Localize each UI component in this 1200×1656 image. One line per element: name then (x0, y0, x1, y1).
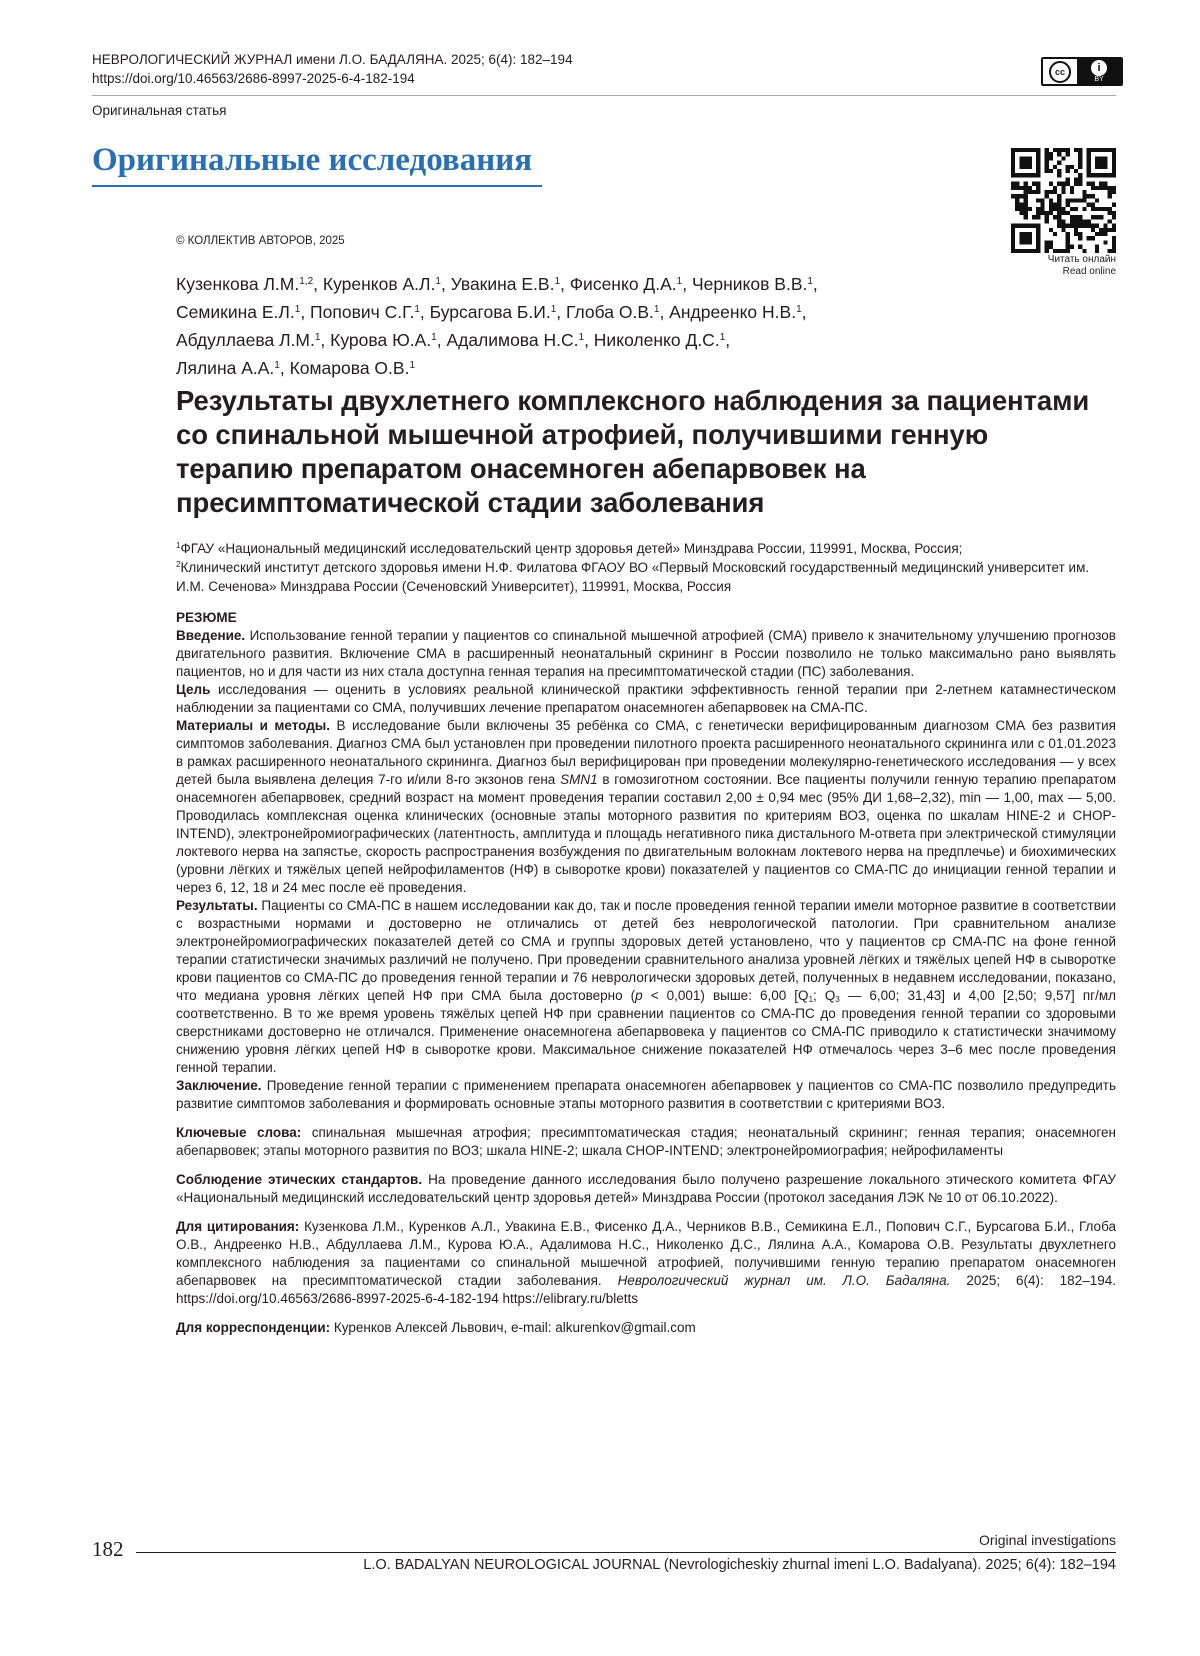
author-separator: , (440, 274, 451, 294)
author: Бурсагова Б.И. (429, 302, 551, 322)
qr-code-icon[interactable] (1011, 148, 1116, 253)
author: Увакина Е.В. (450, 274, 555, 294)
abstract-conclusion: Заключение. Проведение генной терапии с применением препарата онасемноген абепарвовек у пациентов со СМА-ПС позволило предупредить развитие симптомов заболевания и формировать основные этапы моторного развития в соответствии с критериями ВОЗ. (176, 1078, 1116, 1111)
author-affiliation-mark: 1 (409, 360, 416, 371)
section-title: Оригинальные исследования (92, 142, 533, 178)
footer-journal: L.O. BADALYAN NEUROLOGICAL JOURNAL (Nevrologicheskiy zhurnal imeni L.O. Badalyana). 2025; 6(4): 182–194 (363, 1557, 1116, 1573)
author: Кузенкова Л.М. (176, 274, 300, 294)
author: Глоба О.В. (566, 302, 654, 322)
read-online-en: Read online (1062, 266, 1116, 277)
abstract-heading: РЕЗЮМЕ (176, 610, 237, 625)
author-affiliation-mark: 1 (719, 332, 726, 343)
author-affiliation-mark: 1 (314, 332, 321, 343)
author: Николенко Д.С. (593, 330, 720, 350)
author-separator: , (801, 302, 807, 322)
author-affiliation-mark: 1 (431, 332, 437, 343)
author-separator: , (725, 330, 731, 350)
keywords: Ключевые слова: спинальная мышечная атрофия; пресимптоматическая стадия; неонатальный скрининг; генная терапия; онасемноген абепарвовек; этапы моторного развития по ВОЗ; шкала HINE-2; шкала CHOP-INTEND; электронейромиография; нейрофиламенты (176, 1125, 1116, 1158)
author-affiliation-mark: 1 (550, 304, 557, 315)
author-affiliation-mark: 1 (294, 304, 301, 315)
author-affiliation-mark: 1 (578, 332, 585, 343)
correspondence: Для корреспонденции: Куренков Алексей Львович, e-mail: alkurenkov@gmail.com (176, 1320, 696, 1335)
abstract-results: Результаты. Пациенты со СМА-ПС в нашем исследовании как до, так и после проведения генной терапии имели моторное развитие в соответствии с возрастными нормами и достоверно не отличались от детей без неврологической патологии. При сравнительном анализе электронейромиографических показателей детей со СМА и группы здоровых детей установлено, что у пациентов ср СМА-ПС на фоне генной терапии статистически значимых различий не получено. При проведении сравнительного анализа уровней лёгких и тяжёлых цепей НФ в сыворотке крови пациентов со СМА-ПС до проведения генной терапии и 76 неврологически здоровых детей, полученных в недавнем исследовании, показано, что медиана уровня лёгких цепей НФ при СМА была достоверно (p < 0,001) выше: 6,00 [$Q_1$; $Q_3$ — 6,00; 31,43] и 4,00 [2,50; 9,57] пг/мл соответственно. В то же время уровень тяжёлых цепей НФ при сравнении пациентов со СМА-ПС до проведения генной терапии со здоровыми сверстниками достоверно не отличался. Применение онасемногена абепарвовека у пациентов со СМА-ПС приводило к статистически значимому снижению уровня лёгких цепей НФ в сыворотке крови. Максимальное снижение показателей НФ отмечалось через 3–6 мес после проведения генной терапии. (176, 898, 1116, 1075)
abstract-aim: Цель исследования — оценить в условиях реальной клинической практики эффективность генной терапии при 2-летнем катамнестическом наблюдении за пациентами со СМА, получивших лечение препаратом онасемноген абепарвовек на СМА-ПС. (176, 682, 1116, 715)
author-separator: , (556, 302, 567, 322)
author-separator: , (300, 302, 311, 322)
author-separator: , (682, 274, 692, 294)
affiliations (176, 539, 1116, 596)
header-divider (92, 95, 1116, 96)
author: Куренков А.Л. (322, 274, 436, 294)
author: Абдуллаева Л.М. (176, 330, 315, 350)
author: Попович С.Г. (310, 302, 415, 322)
author-affiliation-mark: 1,2 (299, 276, 314, 287)
author: Комарова О.В. (289, 358, 410, 378)
page-number: 182 (92, 1537, 124, 1561)
author-separator: , (560, 274, 570, 294)
author: Андреенко Н.В. (669, 302, 797, 322)
attribution-icon: i (1091, 60, 1107, 76)
copyright: © КОЛЛЕКТИВ АВТОРОВ, 2025 (176, 235, 345, 247)
author: Фисенко Д.А. (569, 274, 677, 294)
journal-header: НЕВРОЛОГИЧЕСКИЙ ЖУРНАЛ имени Л.О. БАДАЛЯНА. 2025; 6(4): 182–194 (92, 52, 573, 67)
author-separator: , (584, 330, 594, 350)
author-separator: , (436, 330, 447, 350)
author: Семикина Е.Л. (176, 302, 295, 322)
author-separator: , (419, 302, 430, 322)
abstract-introduction: Введение. Использование генной терапии у пациентов со спинальной мышечной атрофией (СМА) привело к значительному улучшению прогнозов двигательного развития. Включение СМА в расширенный неонатальный скрининг в России позволило не только максимально рано выявлять пациентов, но и для части из них стала доступна генная терапия на пресимптоматической стадии (ПС) заболевания. (176, 628, 1116, 679)
license-by-label: BY (1094, 75, 1104, 83)
author-affiliation-mark: 1 (554, 276, 560, 287)
abstract-methods: Материалы и методы. В исследование были включены 35 ребёнка со СМА, с генетически верифицированным диагнозом СМА без развития симптомов заболевания. Диагноз СМА был установлен при проведении пилотного проекта расширенного неонатального скрининга или с 01.01.2023 в рамках расширенного неонатального скрининга. Диагноз был верифицирован при проведении молекулярно-генетического исследования — у всех детей была выявлена делеция 7-го и/или 8-го экзонов гена SMN1 в гомозиготном состоянии. Все пациенты получили генную терапию препаратом онасемноген абепарвовек, средний возраст на момент проведения терапии составил 2,00 ± 0,94 мес (95% ДИ 1,68–2,32), min — 1,00, max — 5,00. Проводилась комплексная оценка клинических (основные этапы моторного развития по критериям ВОЗ, оценка по шкалам HINE-2 и CHOP-INTEND), электронейромиографических (латентность, амплитуда и площадь негативного пика дистального М-ответа при электрической стимуляции локтевого нерва на запястье, скорость распространения возбуждения по двигательным волокнам локтевого нерва на предплечье) и биохимических (уровни лёгких и тяжёлых цепей нейрофиламентов (НФ) в сыворотке крови) показателей у пациентов со СМА-ПС до инициации генной терапии и через 6, 12, 18 и 24 мес после её проведения. (176, 718, 1116, 895)
footer-divider (136, 1552, 1116, 1553)
read-online-ru: Читать онлайн (1047, 254, 1116, 265)
author-affiliation-mark: 1 (653, 304, 660, 315)
article-title: Результаты двухлетнего комплексного наблюдения за пациентами со спинальной мышечной атрофией, получившими генную терапию препаратом онасемноген абепарвовек на пресимптоматической стадии заболевания (176, 385, 1090, 518)
author-affiliation-mark: 1 (274, 360, 280, 371)
author-affiliation-mark: 1 (676, 276, 683, 287)
author-separator: , (812, 274, 818, 294)
footer-section: Original investigations (979, 1532, 1116, 1548)
author-affiliation-mark: 1 (435, 276, 441, 287)
section-title-underline (92, 185, 542, 187)
author: Адалимова Н.С. (446, 330, 579, 350)
author-affiliation-mark: 1 (796, 304, 802, 315)
author-affiliation-mark: 1 (807, 276, 813, 287)
author: Курова Ю.А. (330, 330, 432, 350)
citation: Для цитирования: Кузенкова Л.М., Куренков А.Л., Увакина Е.В., Фисенко Д.А., Черников В.В., Семикина Е.Л., Попович С.Г., Бурсагова Б.И., Глоба О.В., Андреенко Н.В., Абдуллаева Л.М., Курова Ю.А., Адалимова Н.С., Николенко Д.С., Лялина А.А., Комарова О.В. Результаты двухлетнего комплексного наблюдения за пациентами со спинальной мышечной атрофией, получившими генную терапию препаратом онасемноген абепарвовек на пресимптоматической стадии заболевания. Неврологический журнал им. Л.О. Бадаляна. 2025; 6(4): 182–194. https://doi.org/10.46563/2686-8997-2025-6-4-182-194 https://elibrary.ru/bletts (176, 1219, 1116, 1306)
cc-by-icon[interactable] (1041, 57, 1123, 86)
affiliation-1: $^1$ФГАУ «Национальный медицинский исследовательский центр здоровья детей» Минздрава России, 119991, Москва, Россия; (176, 541, 963, 556)
ethics-statement: Соблюдение этических стандартов. На проведение данного исследования было получено разрешение локального этического комитета ФГАУ «Национальный медицинский исследовательский центр здоровья детей» Минздрава России (протокол заседания ЛЭК № 10 от 06.10.2022). (176, 1172, 1116, 1205)
author-separator: , (279, 358, 290, 378)
qr-caption (1048, 254, 1116, 278)
author-separator: , (659, 302, 670, 322)
author-affiliation-mark: 1 (414, 304, 420, 315)
affiliation-2: $^2$Клинический институт детского здоровья имени Н.Ф. Филатова ФГАОУ ВО «Первый Московский государственный медицинский университет им. И.М. Сеченова» Минздрава России (Сеченовский Университет), 119991, Москва, Россия (176, 560, 1090, 594)
abstract (176, 609, 1116, 1337)
author-separator: , (320, 330, 331, 350)
author-separator: , (313, 274, 323, 294)
author-list (176, 270, 996, 382)
cc-logo: cc (1049, 61, 1071, 83)
doi-link[interactable]: https://doi.org/10.46563/2686-8997-2025-6-4-182-194 (92, 71, 415, 86)
article-type: Оригинальная статья (92, 103, 227, 118)
author: Лялина А.А. (176, 358, 275, 378)
author: Черников В.В. (691, 274, 808, 294)
